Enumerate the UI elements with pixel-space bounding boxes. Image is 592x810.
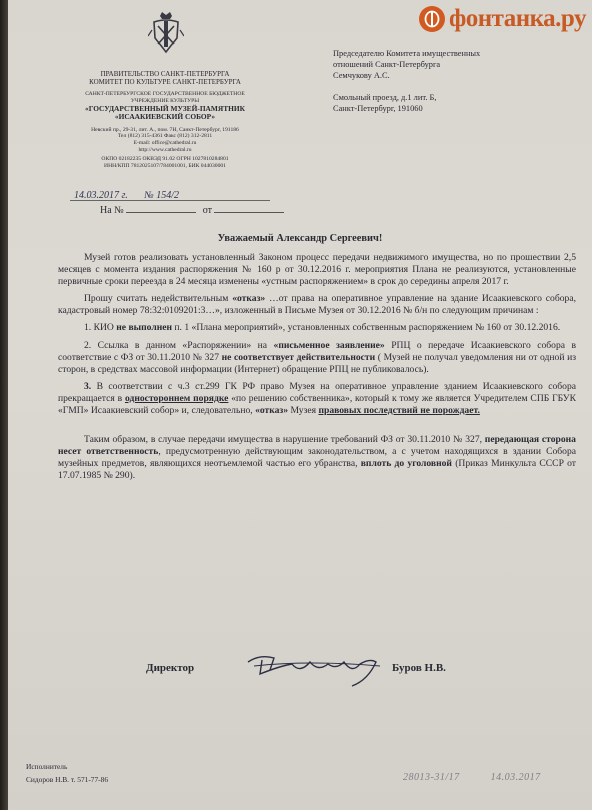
letterhead-phones: Тел (812) 315-4361 Факс (812) 312-2811: [117, 133, 213, 140]
logo-wordmark: фонтанка.ру: [448, 5, 586, 32]
addressee-line-3: Семчукову А.С.: [333, 71, 390, 80]
outgoing-date: 14.03.2017 г.: [74, 190, 128, 201]
signatory-name: Буров Н.В.: [392, 662, 446, 674]
handwritten-signature-icon: [240, 640, 390, 690]
f-badge-icon: [419, 6, 445, 32]
conclusion-paragraph: Таким образом, в случае передачи имущества в нарушение требований ФЗ от 30.11.2010 № 327, передающая сторона несет ответственность, предусмотренную действующим законодательством, а с учетом находящихся в здании Собора музейных предметов, являющихся неотъемлемой частью его убранства, вплоть до уголовной (Приказ Минкульта СССР от 17.07.1985 № 290).: [58, 434, 577, 482]
photo-edge-shadow: [0, 0, 8, 810]
letterhead-codes-2: ИНН/КПП 7812025107/784001001, БИК 044030001: [104, 162, 226, 169]
letterhead-codes-1: ОКПО 02182235 ОКВЭД 91.02 ОГРН 1027810284801: [101, 156, 229, 163]
addressee-line-2: отношений Санкт-Петербурга: [333, 60, 441, 69]
incoming-reg-stamp: [403, 772, 541, 783]
letter-body: [58, 252, 576, 488]
letterhead-email: E-mail: office@cathedral.ru: [133, 139, 197, 146]
outgoing-number: № 154/2: [144, 190, 179, 201]
letterhead-committee: КОМИТЕТ ПО КУЛЬТУРЕ САНКТ-ПЕТЕРБУРГА: [89, 78, 241, 87]
item-2: 2. Ссылка в данном «Распоряжении» на «письменное заявление» РПЦ о передаче Исаакиевского собора в соответствие с ФЗ от 30.11.2010 № 327 не соответствует действительности ( Музей не получал уведомления ни от одной из сторон, в средствах массовой информации (Интернет) обращение РПЦ не публиковалось).: [58, 339, 577, 375]
letterhead-museum-name-1: «ГОСУДАРСТВЕННЫЙ МУЗЕЙ-ПАМЯТНИК: [85, 103, 245, 113]
letterhead-web: http://www.cathedral.ru: [138, 146, 192, 153]
paragraph-2: Прошу считать недействительным «отказ» …от права на оперативное управление на здание Исаакиевского собора, кадастровый номер 78:32:0109201:3…», изложенный в Письме Музея от 30.12.2016 № б/н по следующим причинам :: [58, 293, 576, 317]
coat-of-arms-icon: [148, 12, 184, 56]
reference-na-label: На №: [100, 205, 124, 216]
paragraph-1: Музей готов реализовать установленный Законом процесс передачи недвижимого имущества, но по прошествии 2,5 месяцев с момента издания распоряжения № 160 р от 30.12.2016 г. мероприятия Плана не реализуются, установленные первичные сроки переезда в 24 месяца изменены «устным распоряжением» в срок до середины апреля 2017 г.: [58, 252, 576, 288]
letterhead: [70, 70, 260, 169]
item-1: 1. КИО не выполнен п. 1 «Плана мероприятий», установленных собственным распоряжением № 160 от 30.12.2016.: [84, 322, 561, 334]
executor-label: Исполнитель: [26, 762, 68, 771]
item-3: 3. В соответствии с ч.3 ст.299 ГК РФ право Музея на оперативное управление зданием Исаакиевского собора прекращается в одностороннем порядке «по решению собственника», который к тому же является Учредителем СПБ ГБУК «ГМП» Исаакиевский собор» и, следовательно, «отказ» Музея правовых последствий не порождает.: [58, 380, 577, 417]
letter-page: [8, 0, 592, 810]
signature-title: Директор: [146, 662, 195, 674]
reference-ot-label: от: [202, 205, 212, 216]
incoming-reg-date: 14.03.2017: [490, 772, 541, 783]
addressee-line-1: Председателю Комитета имущественных: [333, 49, 481, 58]
letterhead-institution-type: САНКТ-ПЕТЕРБУРГСКОЕ ГОСУДАРСТВЕННОЕ БЮДЖЕТНОЕ УЧРЕЖДЕНИЕ КУЛЬТУРЫ: [85, 91, 245, 104]
executor-block: [26, 762, 108, 784]
incoming-reg-number: 28013-31/17: [403, 772, 460, 783]
executor-name: Сидоров Н.В. т. 571-77-86: [26, 775, 109, 784]
reg-underline: [70, 200, 270, 201]
letterhead-government: ПРАВИТЕЛЬСТВО САНКТ-ПЕТЕРБУРГА: [100, 70, 230, 78]
letterhead-museum-name-2: «ИСААКИЕВСКИЙ СОБОР»: [114, 112, 216, 122]
letterhead-address: Невский пр., 29-31, лит. А., пом. 7Н, Санкт-Петербург, 191186: [91, 126, 239, 133]
salutation: Уважаемый Александр Сергеевич!: [217, 233, 383, 244]
addressee-line-5: Санкт-Петербург, 191060: [333, 104, 423, 113]
addressee-line-4: Смольный проезд, д.1 лит. Б,: [333, 93, 437, 102]
addressee-block: [333, 48, 563, 114]
fontanka-logo: [419, 4, 586, 34]
reference-line: [100, 205, 284, 216]
